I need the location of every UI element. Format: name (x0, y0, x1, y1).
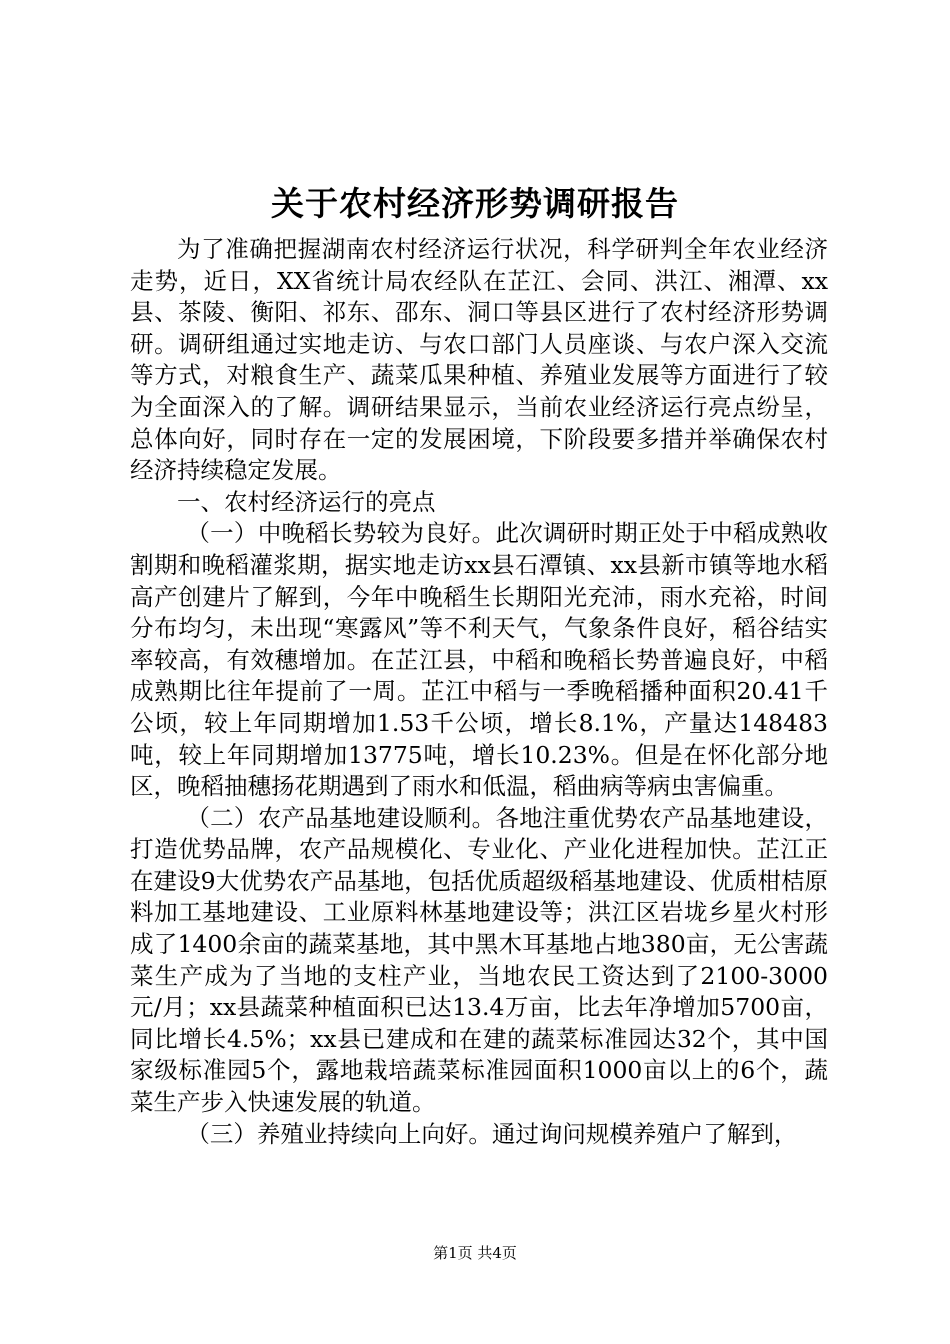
section-heading: 一、农村经济运行的亮点 (177, 487, 436, 516)
subsection-paragraph-3: （三）养殖业持续向上向好。通过询问规模养殖户了解到， (186, 1119, 798, 1148)
page-footer: 第1页 共4页 (433, 1244, 517, 1262)
document-title: 关于农村经济形势调研报告 (271, 184, 679, 223)
subsection-paragraph-2: （二）农产品基地建设顺利。各地注重优势农产品基地建设，打造优势品牌，农产品规模化、专业化、产业化进程加快。芷江正在建设9大优势农产品基地，包括优质超级稻基地建设、优质柑桔原料加工基地建设、工业原料林基地建设等；洪江区岩垅乡星火村形成了1400余亩的蔬菜基地，其中黑木耳基地占地380亩，无公害蔬菜生产成为了当地的支柱产业，当地农民工资达到了2100-3000元/月；xx县蔬菜种植面积已达13.4万亩，比去年净增加5700亩，同比增长4.5%；xx县已建成和在建的蔬菜标准园达32个，其中国家级标准园5个，露地栽培蔬菜标准园面积1000亩以上的6个，蔬菜生产步入快速发展的轨道。 (130, 803, 828, 1117)
document-body (130, 234, 828, 1150)
intro-paragraph: 为了准确把握湖南农村经济运行状况，科学研判全年农业经济走势，近日，XX省统计局农经队在芷江、会同、洪江、湘潭、xx县、茶陵、衡阳、祁东、邵东、洞口等县区进行了农村经济形势调研。调研组通过实地走访、与农口部门人员座谈、与农户深入交流等方式，对粮食生产、蔬菜瓜果种植、养殖业发展等方面进行了较为全面深入的了解。调研结果显示，当前农业经济运行亮点纷呈，总体向好，同时存在一定的发展困境，下阶段要多措并举确保农村经济持续稳定发展。 (130, 235, 828, 485)
subsection-paragraph-1: （一）中晚稻长势较为良好。此次调研时期正处于中稻成熟收割期和晚稻灌浆期，据实地走访xx县石潭镇、xx县新市镇等地水稻高产创建片了解到，今年中晚稻生长期阳光充沛，雨水充裕，时间分布均匀，未出现“寒露风”等不利天气，气象条件良好，稻谷结实率较高，有效穗增加。在芷江县，中稻和晚稻长势普遍良好，中稻成熟期比往年提前了一周。芷江中稻与一季晚稻播种面积20.41千公顷，较上年同期增加1.53千公顷，增长8.1%，产量达148483吨，较上年同期增加13775吨，增长10.23%。但是在怀化部分地区，晚稻抽穗扬花期遇到了雨水和低温，稻曲病等病虫害偏重。 (130, 519, 828, 801)
